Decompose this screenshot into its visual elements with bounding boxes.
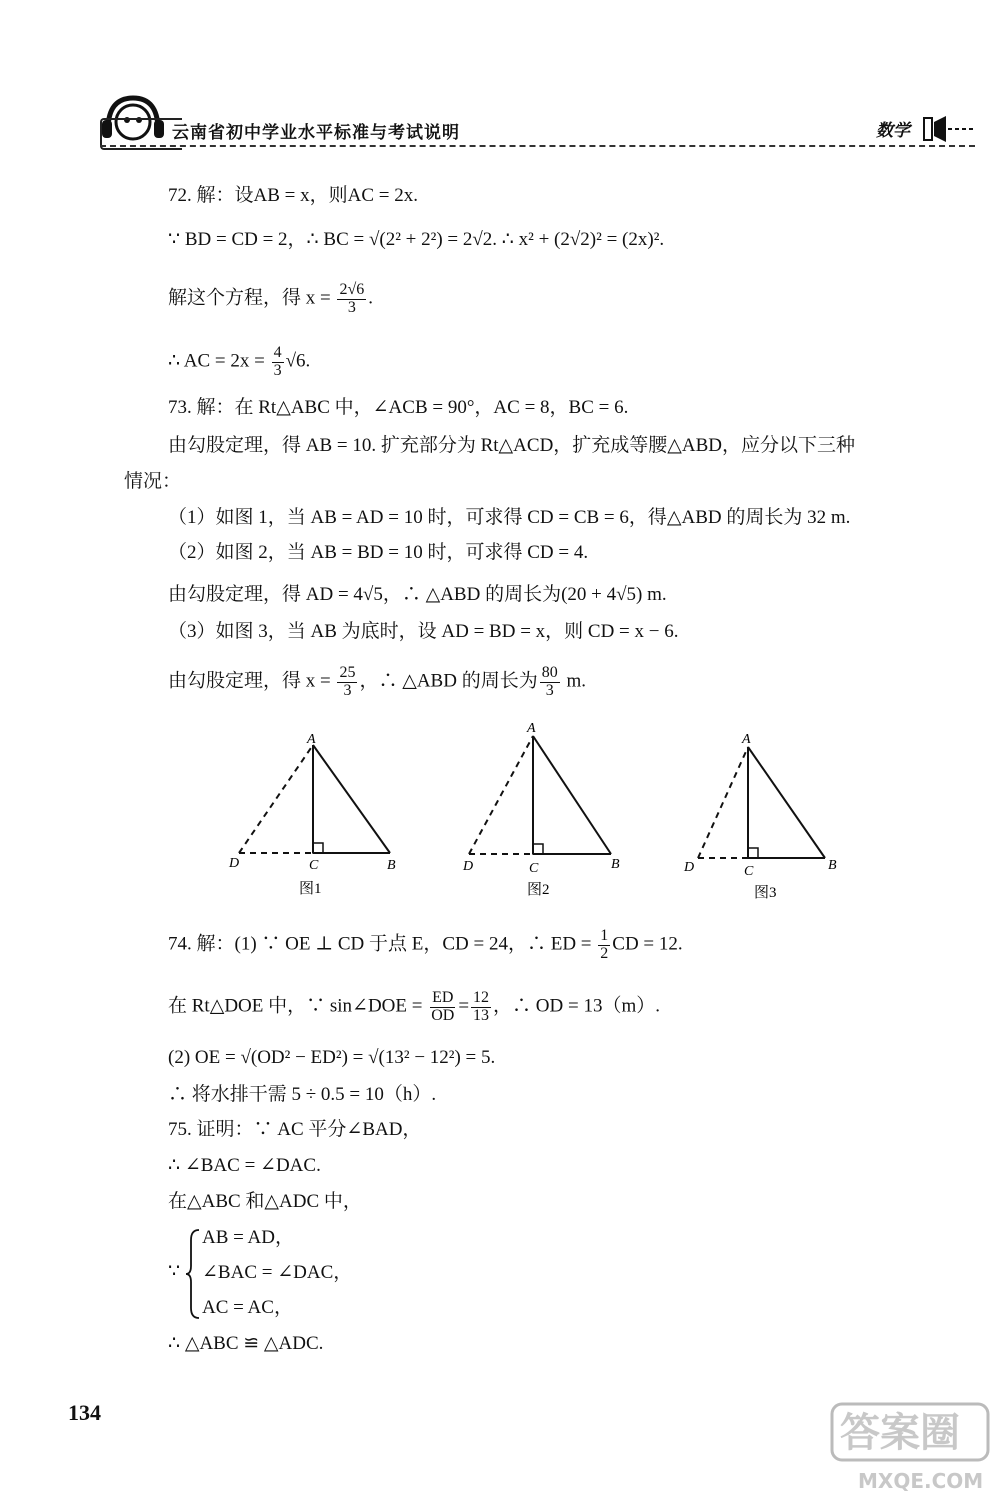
q74-fraction-12-13: $\frac{12}{13}$	[473, 989, 490, 1024]
q73-line-1: 73. 解：在 Rt△ABC 中，∠ACB = 90°，AC = 8，BC = 6.	[168, 397, 629, 418]
q75-because: ∵	[168, 1261, 181, 1282]
q72-line-1: 72. 解：设AB = x，则AC = 2x.	[168, 185, 418, 206]
fig3-label-d: D	[684, 860, 695, 875]
fig2-label-d: D	[463, 859, 474, 874]
subject-label: 数学	[876, 121, 910, 141]
q72-fraction-2: $\frac{4}{3}$	[273, 344, 282, 379]
fig3-label-b: B	[828, 858, 837, 873]
book-title: 云南省初中学业水平标准与考试说明	[172, 123, 460, 143]
q75-line-2: ∴ ∠BAC = ∠DAC.	[168, 1155, 321, 1176]
fig1-label-b: B	[387, 858, 396, 873]
header-dashed-rule	[100, 145, 975, 147]
watermark-logo-text: 答案圈	[840, 1410, 960, 1456]
fig2-caption: 图2	[527, 882, 550, 898]
q74-fraction-half: $\frac{1}{2}$	[600, 927, 609, 962]
q75-line-4: ∴ △ABC ≌ △ADC.	[168, 1333, 324, 1354]
fig3-label-a: A	[742, 732, 751, 747]
q72-line-2: ∵ BD = CD = 2，∴ BC = √(2² + 2²) = 2√2. ∴ x² + (2√2)² = (2x)².	[168, 229, 665, 250]
q74-line-4: ∴ 将水排干需 5 ÷ 0.5 = 10（h）.	[168, 1084, 437, 1105]
q74-fraction-ed-od: $\frac{ED}{OD}$	[431, 989, 455, 1024]
page-number: 134	[68, 1400, 101, 1425]
fig2-label-b: B	[611, 857, 620, 872]
fig1-caption: 图1	[299, 881, 322, 897]
watermark-url: MXQE.COM	[858, 1469, 984, 1493]
q75-line-3: 在△ABC 和△ADC 中，	[168, 1191, 362, 1212]
fig1-label-c: C	[309, 858, 319, 873]
q72-line-3-text: 解这个方程，得 x =	[168, 287, 331, 309]
q75-condition-1: AB = AD，	[202, 1227, 295, 1248]
fig2-label-a: A	[527, 721, 536, 736]
fig2-label-c: C	[529, 861, 539, 876]
q73-fraction-1: $\frac{25}{3}$	[339, 664, 356, 699]
left-brace	[184, 1228, 202, 1320]
q72-line-4: ∴ AC = 2x = $\frac{4}{3}$ √6.	[168, 344, 311, 379]
q75-condition-3: AC = AC，	[202, 1297, 293, 1318]
q73-fraction-2: $\frac{80}{3}$	[541, 664, 558, 699]
figure-2	[455, 712, 635, 902]
q73-line-5: （2）如图 2，当 AB = BD = 10 时，可求得 CD = 4.	[168, 542, 589, 563]
figure-1	[225, 725, 405, 900]
q73-line-7: （3）如图 3，当 AB 为底时，设 AD = BD = x，则 CD = x − 6.	[168, 621, 679, 642]
q73-line-6: 由勾股定理，得 AD = 4√5，∴ △ABD 的周长为(20 + 4√5) m.	[168, 584, 667, 605]
q73-line-8: 由勾股定理，得 x = $\frac{25}{3}$ ，∴ △ABD 的周长为 $\frac{80}{3}$ m.	[168, 664, 586, 699]
q74-line-3: (2) OE = √(OD² − ED²) = √(13² − 12²) = 5.	[168, 1047, 496, 1068]
figure-3	[680, 725, 850, 905]
watermark-logo	[828, 1400, 993, 1495]
q72-fraction: $\frac{2√6}{3}$	[339, 281, 365, 316]
q74-line-1: 74. 解：(1) ∵ OE ⊥ CD 于点 E，CD = 24，∴ ED = $\frac{1}{2}$ CD = 12.	[168, 927, 683, 962]
q73-line-4: （1）如图 1，当 AB = AD = 10 时，可求得 CD = CB = 6，得△ABD 的周长为 32 m.	[168, 507, 851, 528]
q73-line-3: 情况：	[124, 471, 182, 492]
q72-line-3: 解这个方程，得 x = $\frac{2√6}{3}$ .	[168, 281, 373, 316]
q75-condition-2: ∠BAC = ∠DAC，	[202, 1262, 353, 1283]
speaker-icon	[918, 112, 976, 146]
q74-line-2: 在 Rt△DOE 中，∵ sin∠DOE = $\frac{ED}{OD}$ = $\frac{12}{13}$ ，∴ OD = 13（m）.	[168, 989, 660, 1024]
fig3-caption: 图3	[754, 885, 777, 901]
fig1-label-d: D	[229, 856, 240, 871]
fig1-label-a: A	[307, 732, 316, 747]
q75-line-1: 75. 证明：∵ AC 平分∠BAD，	[168, 1119, 422, 1140]
q73-line-2: 由勾股定理，得 AB = 10. 扩充部分为 Rt△ACD，扩充成等腰△ABD，应分以下三种	[168, 435, 856, 456]
fig3-label-c: C	[744, 864, 754, 879]
